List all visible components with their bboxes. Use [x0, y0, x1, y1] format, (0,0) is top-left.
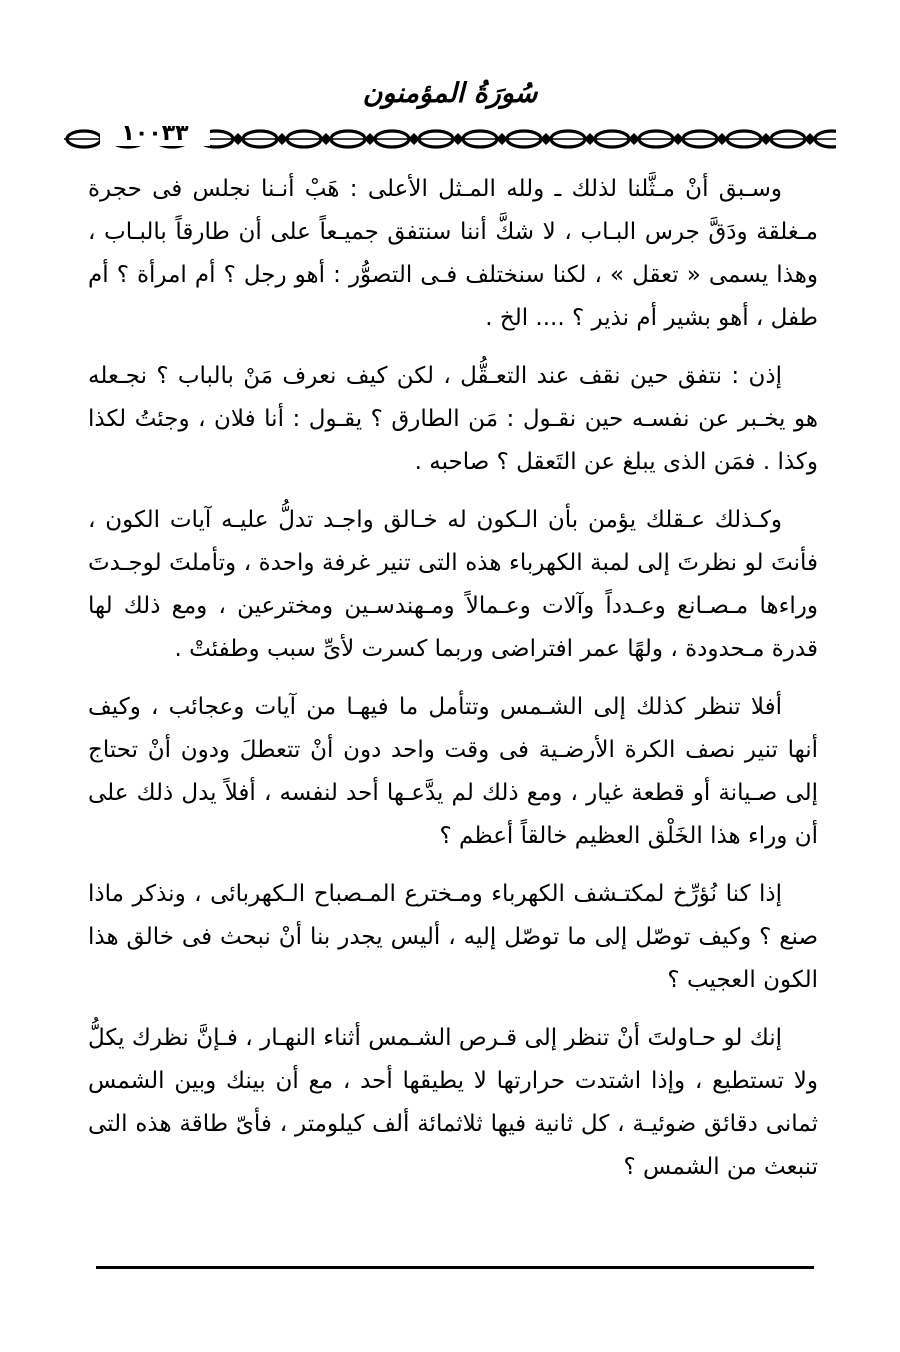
paragraph: إنك لو حـاولتَ أنْ تنظر إلى قـرص الشـمس أثناء النهـار ، فـإنَّ نظرك يكلُّ ولا تستطيع ، وإذا اشتدت حرارتها لا يطيقها أحد ، مع أن بينك وبين الشمس ثمانى دقائق ضوئيـة ، كل ثانية فيها ثلاثمائة ألف كيلومتر ، فأىّ طاقة هذه التى تنبعث من الشمس ؟	[88, 1025, 818, 1180]
surah-title: سُورَةُ المؤمنون	[362, 78, 538, 109]
paragraph: إذن : نتفق حين نقف عند التعـقُّل ، لكن كيف نعرف مَنْ بالباب ؟ نجـعله هو يخـبر عن نفسـه حين نقـول : مَن الطارق ؟ يقـول : أنا فلان ، وجئتُ لكذا وكذا . فمَن الذى يبلغ عن التَعقل ؟ صاحبه .	[88, 363, 818, 475]
paragraph: أفلا تنظر كذلك إلى الشـمس وتتأمل ما فيهـا من آيات وعجائب ، وكيف أنها تنير نصف الكرة الأرضـية فى وقت واحد دون أنْ تتعطلَ ودون أنْ تحتاج إلى صـيانة أو قطعة غيار ، ومع ذلك لم يدَّعـها أحد لنفسه ، أفلاً يدل ذلك على أن وراء هذا الخَلْق العظيم خالقاً أعظم ؟	[88, 694, 818, 849]
bottom-rule	[96, 1266, 814, 1269]
paragraph: إذا كنا نُؤرِّخ لمكتـشف الكهرباء ومـخترع المـصباح الـكهربائى ، ونذكر ماذا صنع ؟ وكيف توصّل إلى ما توصّل إليه ، أليس يجدر بنا أنْ نبحث فى خالق هذا الكون العجيب ؟	[88, 881, 818, 993]
paragraph: وكـذلك عـقلك يؤمن بأن الـكون له خـالق واجـد تدلُّ عليـه آيات الكون ، فأنتَ لو نظرتَ إلى لمبة الكهرباء هذه التى تنير غرفة واحدة ، وتأملتَ لوجـدتَ وراءها مـصـانع وعـدداً وآلات وعـمالاً ومـهندسـين ومخترعين ، ومع ذلك لها قدرة مـحدودة ، ولهًا عمر افتراضى وربما كسرت لأىِّ سبب وطفئتْ .	[88, 507, 818, 662]
page-number: ١٠٠٣٣	[100, 121, 210, 146]
body-text	[88, 168, 818, 1204]
paragraph: وسـبق أنْ مـثَّلنا لذلك ـ ولله المـثل الأعلى : هَبْ أنـنا نجلس فى حجرة مـغلقة ودَقَّ جرس البـاب ، لا شكَّ أننا سنتفق جميـعاً على أن طارقاً بالبـاب ، وهذا يسمى « تعقل » ، لكنا سنختلف فـى التصوُّر : أهو رجل ؟ أم امرأة ؟ أم طفل ، أهو بشير أم نذير ؟ .... الخ .	[88, 176, 818, 331]
